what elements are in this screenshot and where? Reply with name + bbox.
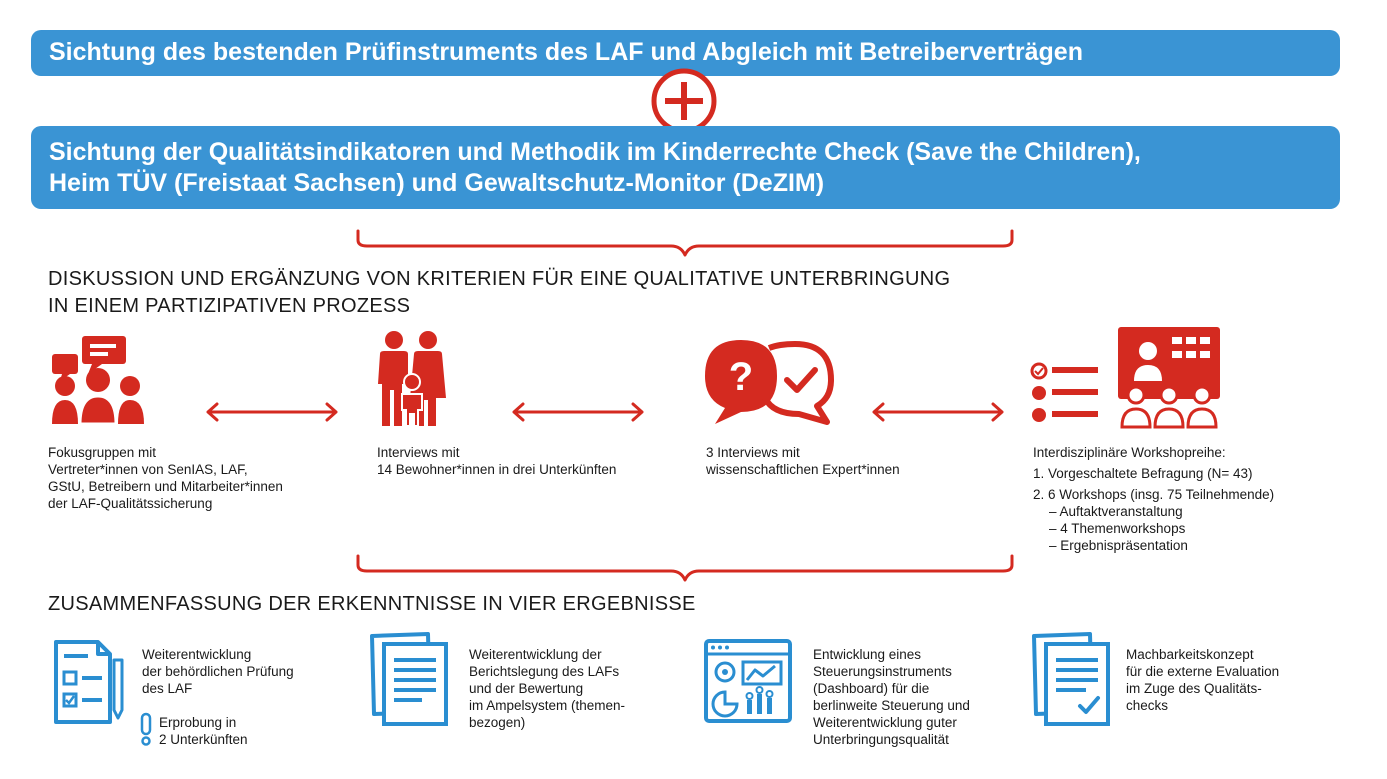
result-text-evaluation (1126, 646, 1279, 714)
banner-quality-indicators (31, 126, 1340, 209)
banner-quality-indicators-line2: Heim TÜV (Freistaat Sachsen) und Gewaltschutz-Monitor (DeZIM) (49, 169, 825, 197)
banner-lai-review-text: Sichtung des bestenden Prüfinstruments des LAF und Abgleich mit Betreiberverträgen (49, 38, 1083, 66)
result-line: Entwicklung eines (813, 647, 922, 662)
result-line: Berichtslegung des LAFs (469, 664, 620, 679)
dashboard-icon (703, 638, 793, 724)
result-line: (Dashboard) für die (813, 681, 930, 696)
caption-line: 14 Bewohner*innen in drei Unterkünften (377, 462, 617, 477)
result-line: Weiterentwicklung guter (813, 715, 957, 730)
result-line: berlinweite Steuerung und (813, 698, 970, 713)
result-line: Machbarkeitskonzept (1126, 647, 1254, 662)
discussion-title-line2: IN EINEM PARTIZIPATIVEN PROZESS (48, 295, 411, 317)
caption-focus-groups (48, 444, 283, 512)
plus-icon (651, 68, 717, 134)
result-line: checks (1126, 698, 1169, 713)
brace-connector-top (355, 228, 1015, 258)
result-line: Steuerungsinstruments (813, 664, 952, 679)
svg-text:?: ? (728, 355, 754, 399)
result-note-pilot (159, 714, 248, 748)
focus-group-icon (50, 334, 146, 426)
double-arrow-2 (511, 401, 645, 423)
caption-line: Interviews mit (377, 445, 460, 460)
report-document-icon (368, 632, 450, 726)
family-icon (376, 330, 448, 428)
caption-workshop-series (1033, 444, 1274, 554)
results-title: ZUSAMMENFASSUNG DER ERKENNTNISSE IN VIER ERGEBNISSE (48, 593, 696, 615)
caption-subpoint: – 4 Themenworkshops (1049, 521, 1186, 536)
caption-subpoint: – Auftaktveranstaltung (1049, 504, 1183, 519)
double-arrow-3 (871, 401, 1005, 423)
caption-resident-interviews (377, 444, 616, 478)
caption-heading: Interdisziplinäre Workshopreihe: (1033, 445, 1226, 460)
result-line: bezogen) (469, 715, 526, 730)
caption-line: 3 Interviews mit (706, 445, 800, 460)
result-line: im Ampelsystem (themen- (469, 698, 626, 713)
result-text-reporting (469, 646, 625, 731)
workshop-presentation-icon (1030, 325, 1222, 429)
exclamation-icon (140, 712, 152, 746)
result-line: und der Bewertung (469, 681, 584, 696)
result-note-line: 2 Unterkünften (159, 732, 248, 747)
result-line: Weiterentwicklung der (469, 647, 602, 662)
discussion-title (48, 266, 950, 320)
caption-line: der LAF-Qualitätssicherung (48, 496, 213, 511)
discussion-title-line1: DISKUSSION UND ERGÄNZUNG VON KRITERIEN FÜR EINE QUALITATIVE UNTERBRINGUNG (48, 268, 951, 290)
caption-line: Fokusgruppen mit (48, 445, 157, 460)
result-line: Unterbringungsqualität (813, 732, 949, 747)
caption-line: Vertreter*innen von SenIAS, LAF, (48, 462, 248, 477)
result-note-line: Erprobung in (159, 715, 237, 730)
brace-connector-bottom (355, 553, 1015, 583)
result-line: für die externe Evaluation (1126, 664, 1280, 679)
double-arrow-1 (205, 401, 339, 423)
result-line: der behördlichen Prüfung (142, 664, 294, 679)
caption-subpoint: – Ergebnispräsentation (1049, 538, 1188, 553)
caption-point: 2. 6 Workshops (insg. 75 Teilnehmende) (1033, 487, 1275, 502)
banner-quality-indicators-line1: Sichtung der Qualitätsindikatoren und Methodik im Kinderrechte Check (Save the Children), (49, 138, 1141, 166)
result-line: Weiterentwicklung (142, 647, 252, 662)
caption-line: wissenschaftlichen Expert*innen (706, 462, 900, 477)
approved-document-icon (1030, 632, 1112, 726)
caption-point: 1. Vorgeschaltete Befragung (N= 43) (1033, 466, 1253, 481)
result-text-audit (142, 646, 294, 697)
result-line: im Zuge des Qualitäts- (1126, 681, 1262, 696)
checklist-document-icon (52, 638, 126, 726)
result-text-dashboard (813, 646, 970, 748)
caption-expert-interviews (706, 444, 900, 478)
question-check-bubbles-icon (703, 338, 835, 428)
caption-line: GStU, Betreibern und Mitarbeiter*innen (48, 479, 283, 494)
result-line: des LAF (142, 681, 193, 696)
